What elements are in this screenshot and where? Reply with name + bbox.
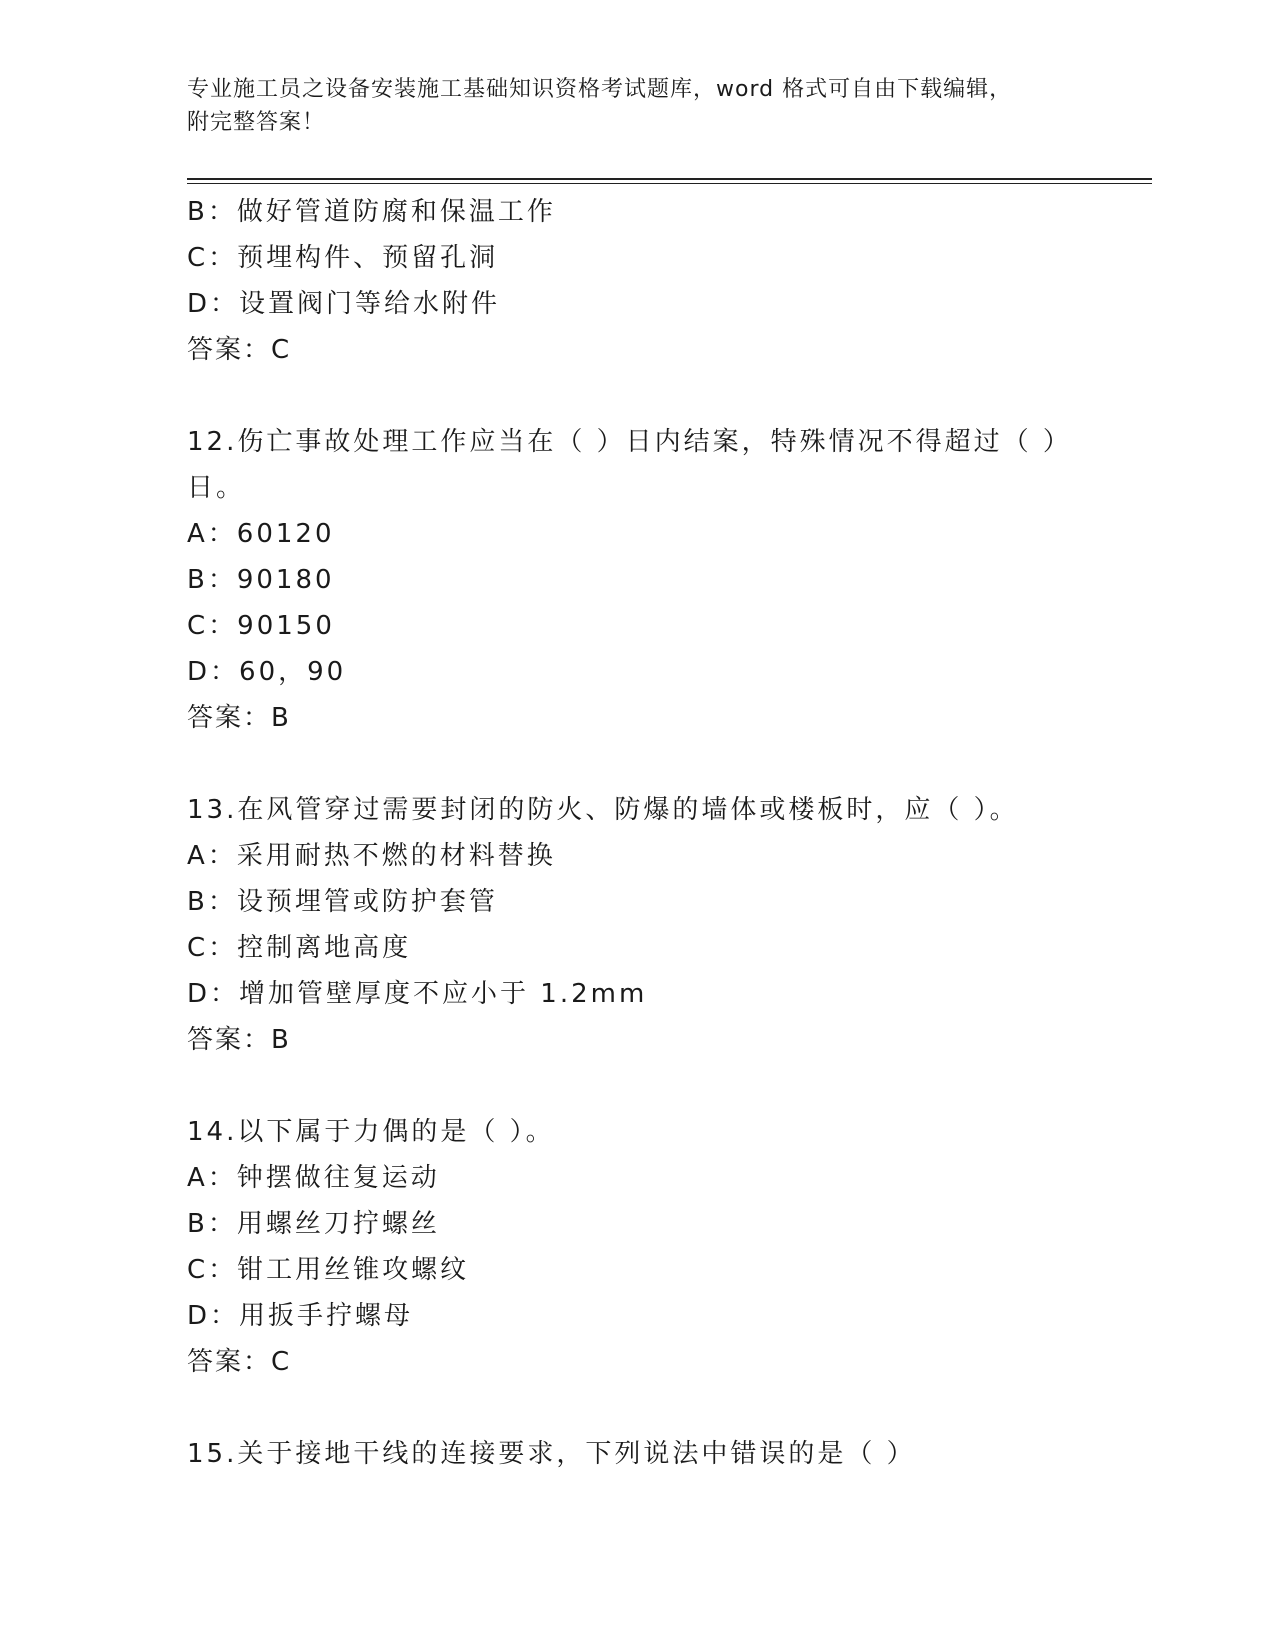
option-b: B：设预埋管或防护套管 (187, 887, 498, 917)
answer-line: 答案：C (187, 1347, 292, 1377)
option-b: B：90180 (187, 565, 335, 595)
option-d: D：增加管壁厚度不应小于 1.2mm (187, 979, 648, 1009)
option-d: D：60，90 (187, 657, 347, 687)
option-c: C：90150 (187, 611, 335, 641)
question-12 (187, 419, 1152, 741)
document-header (187, 73, 1087, 139)
spacer (187, 373, 1152, 419)
question-stem: 13.在风管穿过需要封闭的防火、防爆的墙体或楼板时，应（ ）。 (187, 795, 1019, 825)
option-a: A：采用耐热不燃的材料替换 (187, 841, 556, 871)
question-stem: 14.以下属于力偶的是（ ）。 (187, 1117, 555, 1147)
question-list (187, 189, 1152, 1477)
answer-line: 答案：C (187, 335, 292, 365)
question-15 (187, 1431, 1152, 1477)
header-line-1: 专业施工员之设备安装施工基础知识资格考试题库，word 格式可自由下载编辑， (187, 77, 1013, 102)
option-b: B：用螺丝刀拧螺丝 (187, 1209, 440, 1239)
option-d: D：用扳手拧螺母 (187, 1301, 414, 1331)
option-d: D：设置阀门等给水附件 (187, 289, 501, 319)
question-11-continued (187, 189, 1152, 373)
spacer (187, 1385, 1152, 1431)
option-a: A：60120 (187, 519, 335, 549)
answer-line: 答案：B (187, 703, 291, 733)
question-13 (187, 787, 1152, 1063)
option-c: C：预埋构件、预留孔洞 (187, 243, 499, 273)
question-stem: 12.伤亡事故处理工作应当在（ ）日内结案，特殊情况不得超过（ ）日。 (187, 427, 1059, 503)
spacer (187, 1063, 1152, 1109)
header-divider (187, 178, 1152, 184)
spacer (187, 741, 1152, 787)
option-a: A：钟摆做往复运动 (187, 1163, 440, 1193)
option-b: B：做好管道防腐和保温工作 (187, 197, 556, 227)
option-c: C：控制离地高度 (187, 933, 412, 963)
answer-line: 答案：B (187, 1025, 291, 1055)
question-14 (187, 1109, 1152, 1385)
header-line-2: 附完整答案！ (187, 110, 326, 135)
question-stem: 15.关于接地干线的连接要求，下列说法中错误的是（ ） (187, 1439, 916, 1469)
option-c: C：钳工用丝锥攻螺纹 (187, 1255, 470, 1285)
